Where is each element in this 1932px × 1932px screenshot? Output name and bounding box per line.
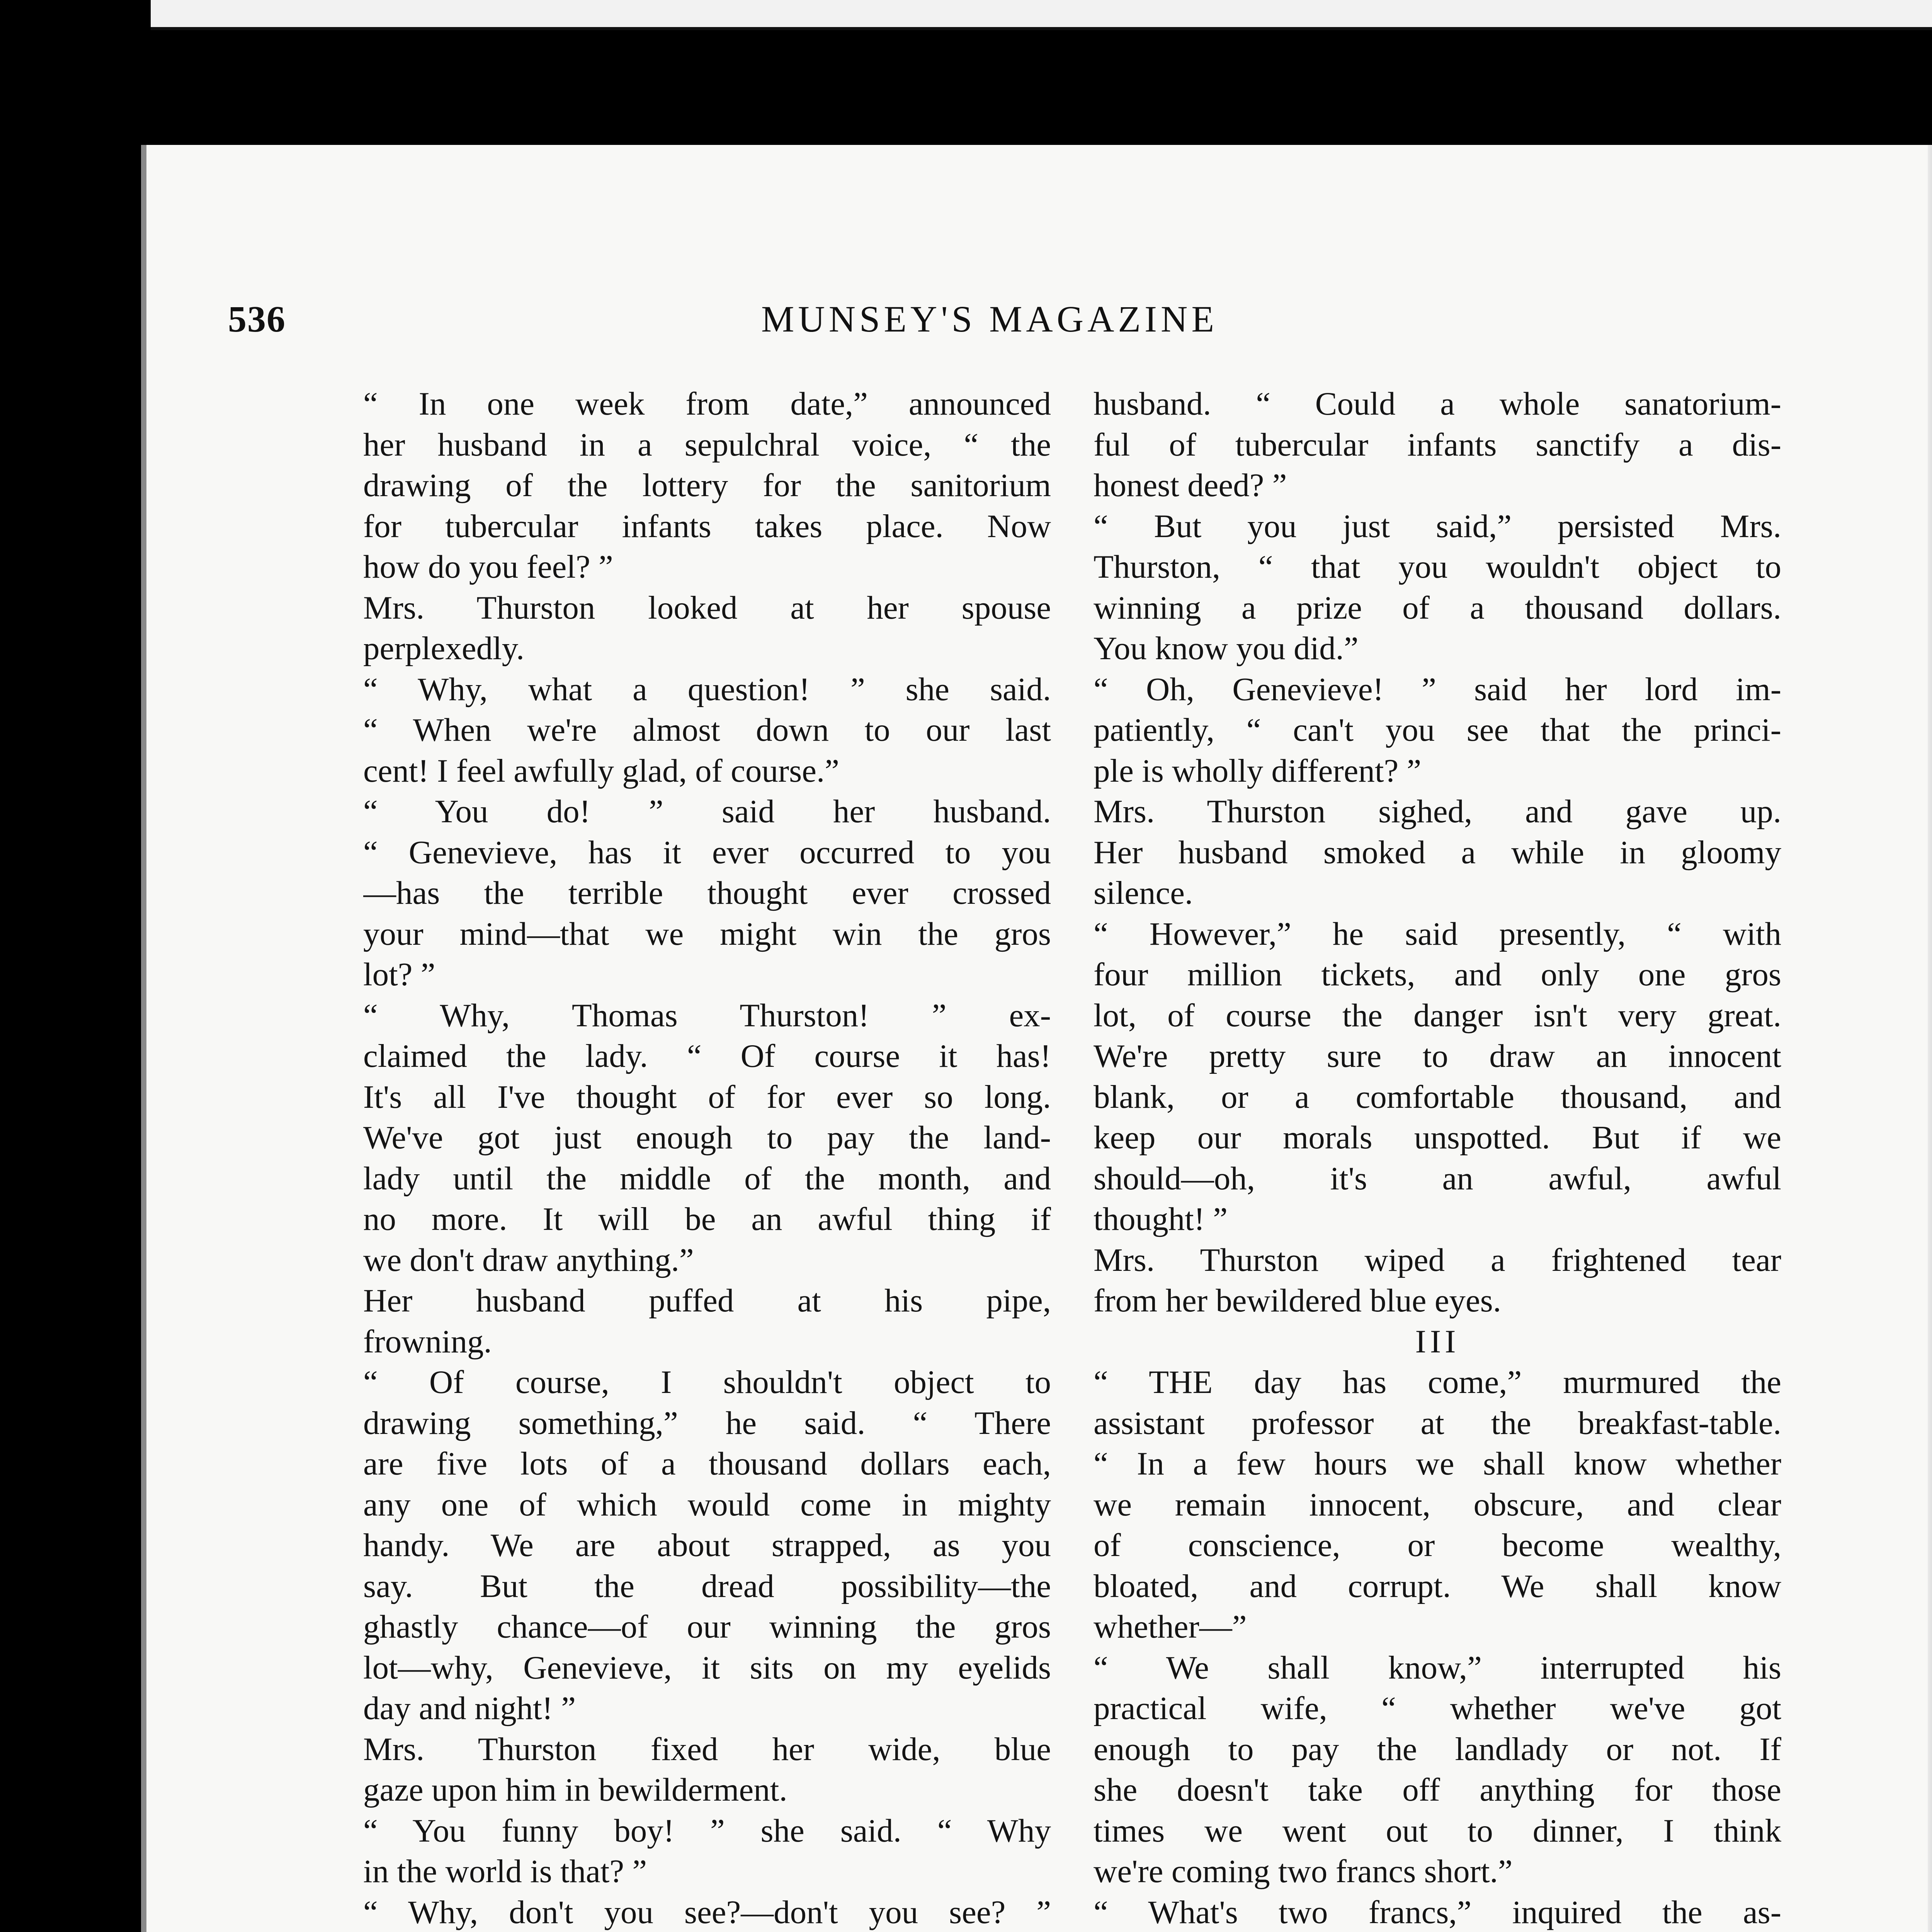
text-line: in the world is that? ” (363, 1853, 647, 1889)
text-line: “ Why, Thomas Thurston! ” ex- (363, 997, 1051, 1034)
text-line: You know you did.” (1094, 630, 1359, 667)
text-line: lady until the middle of the month, and (363, 1160, 1051, 1197)
text-line: thought! ” (1094, 1201, 1228, 1237)
text-line: she doesn't take off anything for those (1094, 1772, 1781, 1808)
text-line: from her bewildered blue eyes. (1094, 1282, 1501, 1319)
text-line: lot? ” (363, 956, 435, 993)
text-line: should—oh, it's an awful, awful (1094, 1160, 1781, 1197)
page-gutter-shadow (1928, 145, 1932, 1932)
text-line: enough to pay the landlady or not. If (1094, 1731, 1781, 1767)
text-line: handy. We are about strapped, as you (363, 1527, 1051, 1563)
text-line: perplexedly. (363, 630, 524, 667)
text-line: are five lots of a thousand dollars each, (363, 1446, 1051, 1482)
right-text-column (1094, 384, 1781, 1932)
text-line: we remain innocent, obscure, and clear (1094, 1486, 1781, 1523)
text-line: whether—” (1094, 1609, 1247, 1645)
text-line: day and night! ” (363, 1690, 576, 1726)
text-line: lot—why, Genevieve, it sits on my eyelids (363, 1649, 1051, 1686)
text-line: “ But you just said,” persisted Mrs. (1094, 508, 1781, 544)
previous-page-edge (151, 0, 1932, 30)
text-line: “ In one week from date,” announced (363, 386, 1051, 422)
text-line: patiently, “ can't you see that the princi- (1094, 712, 1781, 748)
text-line: four million tickets, and only one gros (1094, 956, 1781, 993)
text-line: —has the terrible thought ever crossed (363, 875, 1051, 911)
text-line: Mrs. Thurston sighed, and gave up. (1094, 793, 1781, 830)
text-line: how do you feel? ” (363, 549, 613, 585)
text-line: cent! I feel awfully glad, of course.” (363, 752, 839, 789)
text-line: “ We shall know,” interrupted his (1094, 1649, 1781, 1686)
text-line: blank, or a comfortable thousand, and (1094, 1078, 1781, 1115)
text-line: any one of which would come in mighty (363, 1486, 1051, 1523)
text-line: silence. (1094, 875, 1193, 911)
text-line: We're pretty sure to draw an innocent (1094, 1038, 1781, 1074)
text-line: for tubercular infants takes place. Now (363, 508, 1051, 544)
text-line: Thurston, “ that you wouldn't object to (1094, 549, 1781, 585)
text-line: your mind—that we might win the gros (363, 915, 1051, 952)
text-line: we don't draw anything.” (363, 1242, 694, 1278)
text-line: claimed the lady. “ Of course it has! (363, 1038, 1051, 1074)
text-line: “ Oh, Genevieve! ” said her lord im- (1094, 671, 1781, 707)
text-line: “ Why, don't you see?—don't you see? ” (363, 1894, 1051, 1930)
text-line: “ You do! ” said her husband. (363, 793, 1051, 830)
text-line: “ You funny boy! ” she said. “ Why (363, 1812, 1051, 1849)
text-line: gaze upon him in bewilderment. (363, 1772, 787, 1808)
text-line: “ In a few hours we shall know whether (1094, 1446, 1781, 1482)
running-title: MUNSEY'S MAGAZINE (761, 298, 1218, 340)
text-line: ghastly chance—of our winning the gros (363, 1609, 1051, 1645)
text-line: we're coming two francs short.” (1094, 1853, 1513, 1889)
text-line: We've got just enough to pay the land- (363, 1119, 1051, 1156)
text-line: keep our morals unspotted. But if we (1094, 1119, 1781, 1156)
text-line: honest deed? ” (1094, 467, 1287, 503)
text-line: It's all I've thought of for ever so long. (363, 1078, 1051, 1115)
text-line: bloated, and corrupt. We shall know (1094, 1568, 1781, 1604)
text-line: drawing something,” he said. “ There (363, 1405, 1051, 1441)
page-number: 536 (228, 298, 286, 340)
text-line: Mrs. Thurston looked at her spouse (363, 589, 1051, 626)
text-line: “ Of course, I shouldn't object to (363, 1364, 1051, 1400)
text-line: practical wife, “ whether we've got (1094, 1690, 1781, 1726)
text-line: her husband in a sepulchral voice, “ the (363, 426, 1051, 463)
text-line: of conscience, or become wealthy, (1094, 1527, 1781, 1563)
left-text-column (363, 384, 1051, 1932)
text-line: say. But the dread possibility—the (363, 1568, 1051, 1604)
text-line: husband. “ Could a whole sanatorium- (1094, 386, 1781, 422)
text-line: winning a prize of a thousand dollars. (1094, 589, 1781, 626)
text-line: “ THE day has come,” murmured the (1094, 1364, 1781, 1400)
text-line: “ However,” he said presently, “ with (1094, 915, 1781, 952)
text-line: III (1415, 1323, 1460, 1360)
page-header (228, 298, 1329, 352)
text-line: assistant professor at the breakfast-table. (1094, 1405, 1781, 1441)
text-line: “ When we're almost down to our last (363, 712, 1051, 748)
text-line: “ Genevieve, has it ever occurred to you (363, 834, 1051, 871)
text-line: Mrs. Thurston fixed her wide, blue (363, 1731, 1051, 1767)
text-line: Her husband puffed at his pipe, (363, 1282, 1051, 1319)
text-line: lot, of course the danger isn't very great. (1094, 997, 1781, 1034)
text-line: “ What's two francs,” inquired the as- (1094, 1894, 1781, 1930)
text-line: times we went out to dinner, I think (1094, 1812, 1781, 1849)
text-line: ful of tubercular infants sanctify a dis- (1094, 426, 1781, 463)
text-line: ple is wholly different? ” (1094, 752, 1422, 789)
text-line: drawing of the lottery for the sanitorium (363, 467, 1051, 503)
text-line: Mrs. Thurston wiped a frightened tear (1094, 1242, 1781, 1278)
text-line: frowning. (363, 1323, 492, 1360)
text-line: no more. It will be an awful thing if (363, 1201, 1051, 1237)
text-line: Her husband smoked a while in gloomy (1094, 834, 1781, 871)
text-line: “ Why, what a question! ” she said. (363, 671, 1051, 707)
